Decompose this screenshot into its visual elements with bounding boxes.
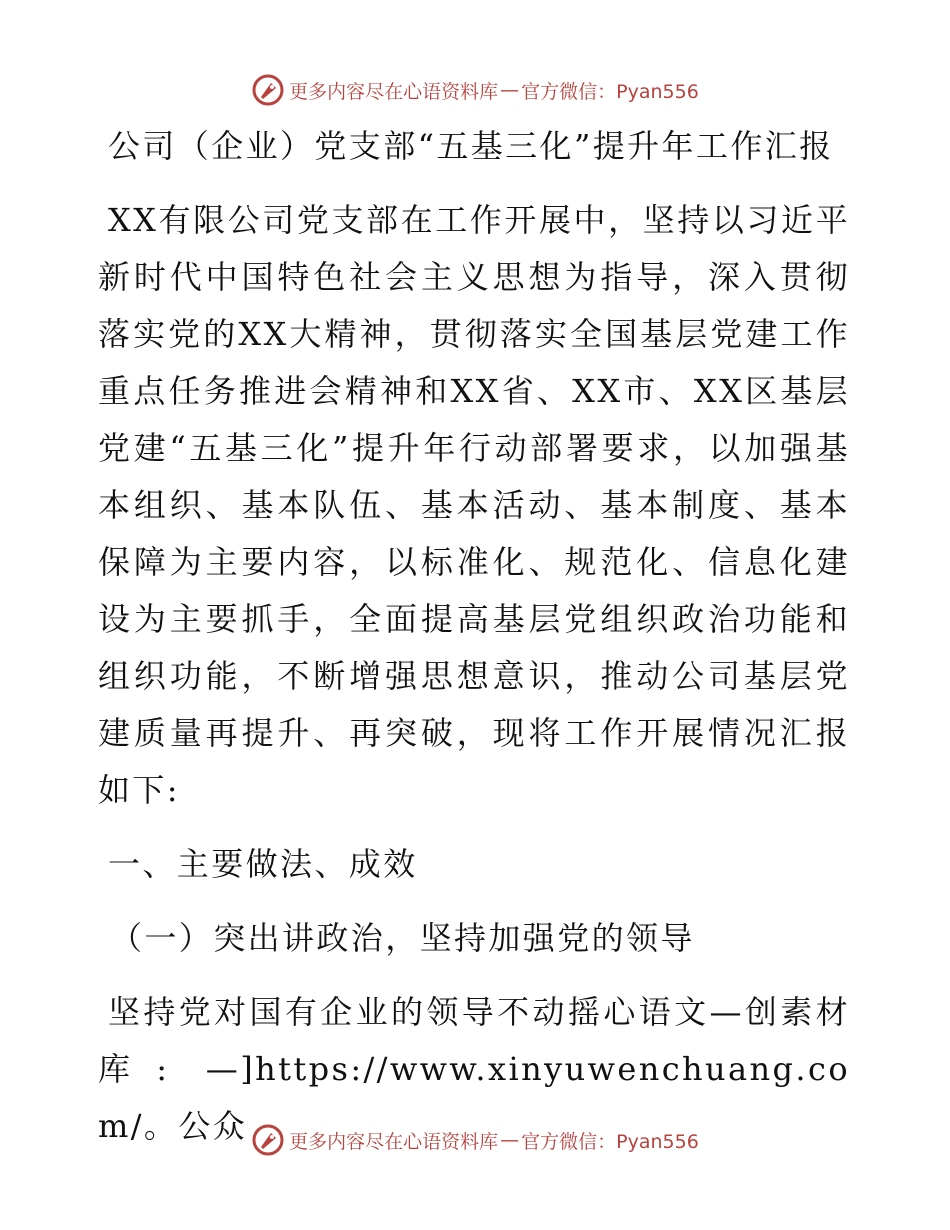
watermark-text: 更多内容尽在心语资料库 bbox=[289, 80, 499, 103]
intro-paragraph: XX有限公司党支部在工作开展中，坚持以习近平新时代中国特色社会主义思想为指导，深入贯彻落实党的XX大精神，贯彻落实全国基层党建工作重点任务推进会精神和XX省、XX市、XX区基层党建“五基三化”提升年行动部署要求，以加强基本组织、基本队伍、基本活动、基本制度、基本保障为主要内容，以标准化、规范化、信息化建设为主要抓手，全面提高基层党组织政治功能和组织功能，不断增强思想意识，推动公司基层党建质量再提升、再突破，现将工作开展情况汇报如下: bbox=[98, 201, 850, 809]
watermark-wechat: 官方微信：Pyan556 bbox=[521, 80, 699, 103]
document-body bbox=[98, 118, 850, 1172]
watermark-separator: — bbox=[500, 1129, 520, 1151]
pen-nib-logo-icon bbox=[251, 73, 285, 107]
watermark-text: 更多内容尽在心语资料库 bbox=[289, 1130, 499, 1153]
watermark-wechat: 官方微信：Pyan556 bbox=[521, 1130, 699, 1153]
watermark-separator: — bbox=[500, 79, 520, 101]
section-heading: 一、主要做法、成效 bbox=[108, 845, 418, 883]
watermark-banner-bottom bbox=[0, 1120, 950, 1160]
watermark-banner-top bbox=[0, 70, 950, 110]
subsection-heading: （一）突出讲政治，坚持加强党的领导 bbox=[110, 919, 695, 957]
document-title: 公司（企业）党支部“五基三化”提升年工作汇报 bbox=[108, 127, 834, 165]
pen-nib-logo-icon bbox=[251, 1123, 285, 1157]
subsection-paragraph: 坚持党对国有企业的领导不动摇心语文—创素材库: —]https://www.xinyuwenchuang.com/。公众 bbox=[98, 993, 850, 1145]
